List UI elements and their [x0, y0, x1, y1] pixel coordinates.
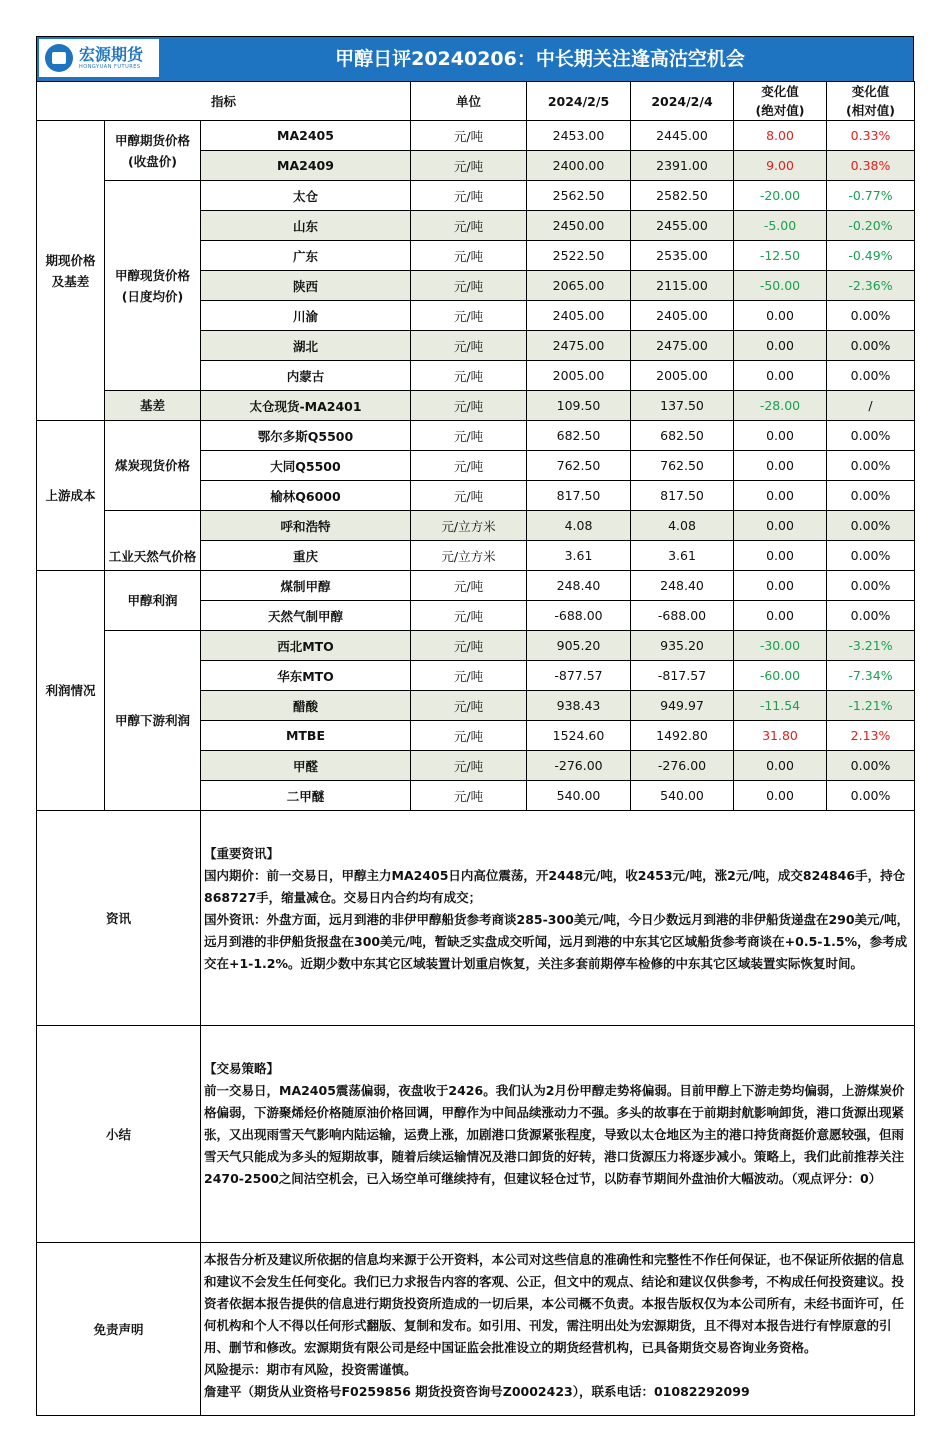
row-change-absolute: 0.00: [734, 571, 827, 601]
row-name: MA2409: [201, 151, 411, 181]
row-unit: 元/吨: [411, 361, 527, 391]
news-foreign: 国外资讯：外盘方面，远月到港的非伊甲醇船货参考商谈285-300美元/吨，今日少数远月到港的非伊船货递盘在290美元/吨，远月到港的非伊船货报盘在300美元/吨，暂缺乏实盘成交听闻，远月到港的中东其它区域船货参考商谈在+0.5-1.5%，参考成交在+1-1.2%。近期少数中东其它区域装置计划重启恢复，关注多套前期停车检修的中东其它区域装置实际恢复时间。: [204, 912, 910, 971]
row-name: MA2405: [201, 121, 411, 151]
row-value-2: 1492.80: [631, 721, 734, 751]
subcategory-futures: 甲醇期货价格 (收盘价): [105, 121, 201, 181]
row-unit: 元/吨: [411, 121, 527, 151]
row-unit: 元/吨: [411, 241, 527, 271]
table-row: [37, 421, 915, 451]
row-change-relative: 0.00%: [827, 451, 915, 481]
row-value-2: 935.20: [631, 631, 734, 661]
row-change-absolute: -60.00: [734, 661, 827, 691]
disclaimer-label: 免责声明: [37, 1243, 201, 1416]
row-change-relative: 0.38%: [827, 151, 915, 181]
row-value-2: 2005.00: [631, 361, 734, 391]
subcategory-coal: 煤炭现货价格: [105, 421, 201, 511]
summary-content: [201, 1026, 915, 1243]
row-change-relative: /: [827, 391, 915, 421]
row-change-absolute: -28.00: [734, 391, 827, 421]
report-title: 甲醇日评20240206：中长期关注逢高沽空机会: [335, 48, 745, 70]
row-unit: 元/吨: [411, 451, 527, 481]
row-name: 太仓: [201, 181, 411, 211]
row-unit: 元/吨: [411, 181, 527, 211]
subcategory-basis: 基差: [105, 391, 201, 421]
header-date-2: 2024/2/4: [631, 82, 734, 121]
table-row: [37, 181, 915, 211]
header-change-relative: 变化值 (相对值): [827, 82, 915, 121]
row-value-2: -688.00: [631, 601, 734, 631]
category-profit: 利润情况: [37, 571, 105, 811]
row-value-1: 2005.00: [527, 361, 631, 391]
row-name: 榆林Q6000: [201, 481, 411, 511]
row-change-relative: -7.34%: [827, 661, 915, 691]
row-value-2: 2445.00: [631, 121, 734, 151]
category-spot-basis: 期现价格 及基差: [37, 121, 105, 421]
news-domestic: 国内期价：前一交易日，甲醇主力MA2405日内高位震荡，开2448元/吨，收2453元/吨，涨2元/吨，成交824846手，持仓868727手，缩量减仓。交易日内合约均有成交；: [204, 868, 906, 905]
subcategory-spot-price: 甲醇现货价格 (日度均价): [105, 181, 201, 391]
row-value-1: 4.08: [527, 511, 631, 541]
logo-name: 宏源期货: [79, 44, 144, 64]
row-value-2: 248.40: [631, 571, 734, 601]
row-value-1: 2562.50: [527, 181, 631, 211]
row-change-absolute: 0.00: [734, 601, 827, 631]
row-value-1: 3.61: [527, 541, 631, 571]
risk-notice: 风险提示：期市有风险，投资需谨慎。: [204, 1362, 417, 1377]
row-unit: 元/吨: [411, 631, 527, 661]
row-name: 山东: [201, 211, 411, 241]
row-unit: 元/吨: [411, 331, 527, 361]
row-change-absolute: 0.00: [734, 541, 827, 571]
row-unit: 元/吨: [411, 661, 527, 691]
table-row: [37, 511, 915, 541]
summary-text: 前一交易日，MA2405震荡偏弱，夜盘收于2426。我们认为2月份甲醇走势将偏弱。目前甲醇上下游走势均偏弱，上游煤炭价格偏弱，下游聚烯烃价格随原油价格回调，甲醇作为中间品续涨动力不强。多头的故事在于前期封航影响卸货，港口货源出现紧张，又出现雨雪天气影响内陆运输，运费上涨，加剧港口货源紧张程度，导致以太仓地区为主的港口持货商挺价意愿较强，但雨雪天气只能成为多头的短期故事，随着后续运输情况及港口卸货的好转，港口货源压力将逐步减小。策略上，我们此前推荐关注2470-2500之间沽空机会，已入场空单可继续持有，但建议轻仓过节，以防春节期间外盘油价大幅波动。（观点评分：0）: [204, 1083, 905, 1186]
row-unit: 元/立方米: [411, 511, 527, 541]
row-value-1: 109.50: [527, 391, 631, 421]
row-unit: 元/吨: [411, 211, 527, 241]
row-unit: 元/吨: [411, 301, 527, 331]
row-value-1: 2475.00: [527, 331, 631, 361]
row-value-1: -688.00: [527, 601, 631, 631]
row-name: 陕西: [201, 271, 411, 301]
row-change-relative: 0.33%: [827, 121, 915, 151]
company-logo: [39, 39, 159, 77]
row-value-1: 2522.50: [527, 241, 631, 271]
row-change-relative: 0.00%: [827, 481, 915, 511]
row-change-relative: 0.00%: [827, 511, 915, 541]
row-name: 广东: [201, 241, 411, 271]
row-value-2: 3.61: [631, 541, 734, 571]
subcategory-gas: 工业天然气价格: [105, 511, 201, 571]
row-value-1: 2405.00: [527, 301, 631, 331]
row-change-absolute: -20.00: [734, 181, 827, 211]
row-change-absolute: 0.00: [734, 361, 827, 391]
header-change-absolute: 变化值 (绝对值): [734, 82, 827, 121]
row-value-1: 905.20: [527, 631, 631, 661]
row-name: 天然气制甲醇: [201, 601, 411, 631]
row-change-relative: 0.00%: [827, 421, 915, 451]
row-unit: 元/吨: [411, 691, 527, 721]
news-heading: 【重要资讯】: [204, 846, 280, 861]
row-name: 太仓现货-MA2401: [201, 391, 411, 421]
news-label: 资讯: [37, 811, 201, 1026]
row-value-1: 1524.60: [527, 721, 631, 751]
row-change-absolute: 0.00: [734, 421, 827, 451]
row-value-2: 137.50: [631, 391, 734, 421]
row-value-1: 2453.00: [527, 121, 631, 151]
row-change-absolute: 0.00: [734, 751, 827, 781]
row-name: 鄂尔多斯Q5500: [201, 421, 411, 451]
row-name: 煤制甲醇: [201, 571, 411, 601]
header-date-1: 2024/2/5: [527, 82, 631, 121]
table-row: [37, 571, 915, 601]
row-unit: 元/吨: [411, 271, 527, 301]
row-change-absolute: 0.00: [734, 511, 827, 541]
table-row: [37, 631, 915, 661]
row-value-2: 2475.00: [631, 331, 734, 361]
row-value-1: -877.57: [527, 661, 631, 691]
row-name: 湖北: [201, 331, 411, 361]
row-change-relative: -1.21%: [827, 691, 915, 721]
row-value-2: 817.50: [631, 481, 734, 511]
subcategory-methanol-profit: 甲醇利润: [105, 571, 201, 631]
row-unit: 元/吨: [411, 571, 527, 601]
row-value-2: 4.08: [631, 511, 734, 541]
row-unit: 元/吨: [411, 421, 527, 451]
logo-english: HONGYUAN FUTURES: [79, 63, 141, 70]
table-row: [37, 391, 915, 421]
row-name: 醋酸: [201, 691, 411, 721]
row-value-1: 817.50: [527, 481, 631, 511]
row-change-relative: 0.00%: [827, 781, 915, 811]
row-change-relative: 0.00%: [827, 751, 915, 781]
row-value-2: 2115.00: [631, 271, 734, 301]
summary-heading: 【交易策略】: [204, 1061, 280, 1076]
analyst-contact: 詹建平（期货从业资格号F0259856 期货投资咨询号Z0002423），联系电话：01082292099: [204, 1384, 750, 1399]
row-value-1: 248.40: [527, 571, 631, 601]
row-name: 大同Q5500: [201, 451, 411, 481]
disclaimer-text: 本报告分析及建议所依据的信息均来源于公开资料，本公司对这些信息的准确性和完整性不作任何保证，也不保证所依据的信息和建议不会发生任何变化。我们已力求报告内容的客观、公正，但文中的观点、结论和建议仅供参考，不构成任何投资建议。投资者依据本报告提供的信息进行期货投资所造成的一切后果，本公司概不负责。本报告版权仅为本公司所有，未经书面许可，任何机构和个人不得以任何形式翻版、复制和发布。如引用、刊发，需注明出处为宏源期货，且不得对本报告进行有悖原意的引用、删节和修改。宏源期货有限公司是经中国证监会批准设立的期货经营机构，已具备期货交易咨询业务资格。: [204, 1252, 905, 1355]
row-change-relative: -0.20%: [827, 211, 915, 241]
summary-row: [37, 1026, 915, 1243]
row-change-absolute: 0.00: [734, 781, 827, 811]
row-change-absolute: -50.00: [734, 271, 827, 301]
row-value-2: 2405.00: [631, 301, 734, 331]
row-name: 西北MTO: [201, 631, 411, 661]
row-value-2: 949.97: [631, 691, 734, 721]
disclaimer-content: [201, 1243, 915, 1416]
row-value-1: -276.00: [527, 751, 631, 781]
row-change-relative: -0.77%: [827, 181, 915, 211]
row-value-2: 540.00: [631, 781, 734, 811]
row-name: MTBE: [201, 721, 411, 751]
table-row: [37, 121, 915, 151]
row-name: 华东MTO: [201, 661, 411, 691]
row-change-relative: -0.49%: [827, 241, 915, 271]
row-change-absolute: 8.00: [734, 121, 827, 151]
row-change-absolute: 0.00: [734, 331, 827, 361]
row-value-1: 2065.00: [527, 271, 631, 301]
row-change-absolute: 31.80: [734, 721, 827, 751]
row-value-2: 2535.00: [631, 241, 734, 271]
row-name: 川渝: [201, 301, 411, 331]
row-value-2: 2582.50: [631, 181, 734, 211]
row-unit: 元/吨: [411, 781, 527, 811]
row-change-absolute: -30.00: [734, 631, 827, 661]
row-value-2: 2455.00: [631, 211, 734, 241]
row-change-absolute: 9.00: [734, 151, 827, 181]
row-value-1: 2450.00: [527, 211, 631, 241]
disclaimer-row: [37, 1243, 915, 1416]
row-change-relative: 0.00%: [827, 301, 915, 331]
header-unit: 单位: [411, 82, 527, 121]
summary-label: 小结: [37, 1026, 201, 1243]
row-unit: 元/吨: [411, 391, 527, 421]
row-value-2: 682.50: [631, 421, 734, 451]
row-name: 二甲醚: [201, 781, 411, 811]
row-name: 内蒙古: [201, 361, 411, 391]
subcategory-downstream-profit: 甲醇下游利润: [105, 631, 201, 811]
row-value-1: 762.50: [527, 451, 631, 481]
news-content: [201, 811, 915, 1026]
row-value-2: 2391.00: [631, 151, 734, 181]
row-change-relative: 2.13%: [827, 721, 915, 751]
row-unit: 元/吨: [411, 481, 527, 511]
report-banner: [36, 36, 914, 82]
row-change-relative: 0.00%: [827, 541, 915, 571]
row-change-relative: -2.36%: [827, 271, 915, 301]
row-value-1: 2400.00: [527, 151, 631, 181]
row-change-absolute: 0.00: [734, 451, 827, 481]
row-change-relative: 0.00%: [827, 361, 915, 391]
row-unit: 元/吨: [411, 751, 527, 781]
row-unit: 元/吨: [411, 721, 527, 751]
row-change-absolute: -5.00: [734, 211, 827, 241]
row-value-1: 682.50: [527, 421, 631, 451]
logo-icon: [45, 44, 73, 72]
row-change-absolute: 0.00: [734, 481, 827, 511]
row-value-1: 938.43: [527, 691, 631, 721]
row-change-relative: 0.00%: [827, 331, 915, 361]
row-name: 重庆: [201, 541, 411, 571]
table-header-row: [37, 82, 915, 121]
category-upstream-cost: 上游成本: [37, 421, 105, 571]
row-change-relative: 0.00%: [827, 571, 915, 601]
row-value-2: -817.57: [631, 661, 734, 691]
row-unit: 元/吨: [411, 151, 527, 181]
row-unit: 元/吨: [411, 601, 527, 631]
row-value-2: 762.50: [631, 451, 734, 481]
row-change-absolute: 0.00: [734, 301, 827, 331]
row-value-2: -276.00: [631, 751, 734, 781]
row-change-absolute: -11.54: [734, 691, 827, 721]
row-change-relative: -3.21%: [827, 631, 915, 661]
row-value-1: 540.00: [527, 781, 631, 811]
indicator-table: [36, 81, 915, 1416]
row-name: 呼和浩特: [201, 511, 411, 541]
news-row: [37, 811, 915, 1026]
row-unit: 元/立方米: [411, 541, 527, 571]
row-change-absolute: -12.50: [734, 241, 827, 271]
header-indicator: 指标: [37, 82, 411, 121]
row-name: 甲醛: [201, 751, 411, 781]
row-change-relative: 0.00%: [827, 601, 915, 631]
